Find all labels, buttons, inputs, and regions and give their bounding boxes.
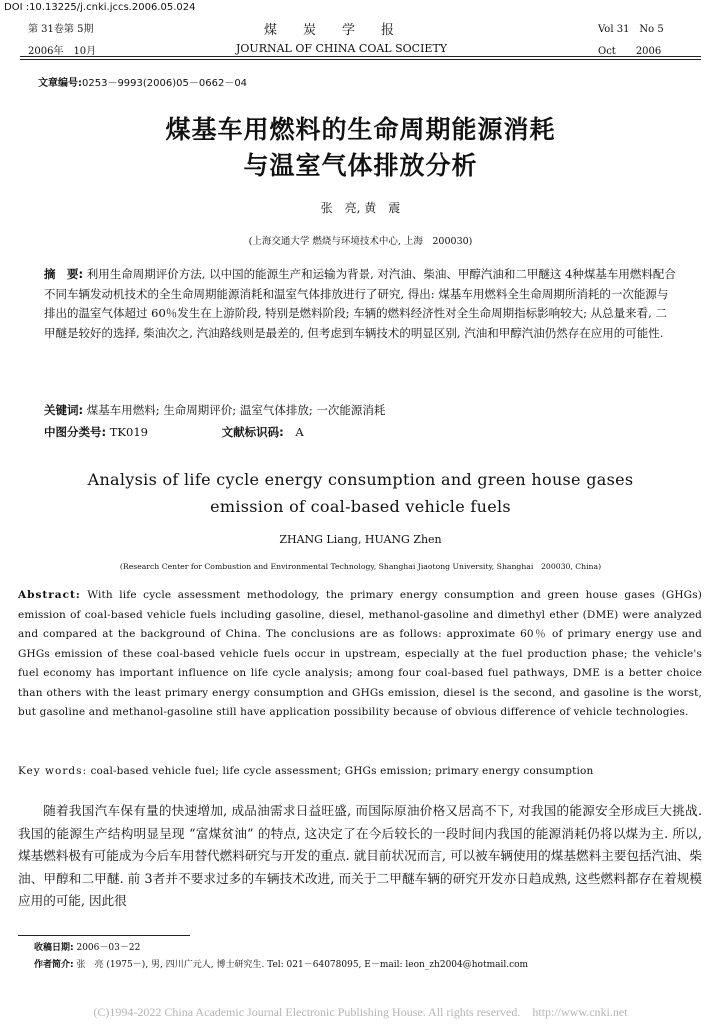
affiliation-en: (Research Center for Combustion and Environmental Technology, Shanghai Jiaotong University, Shanghai 200030, China) — [119, 562, 602, 571]
authors-en: ZHANG Liang, HUANG Zhen — [279, 533, 442, 546]
classification-line — [44, 423, 676, 443]
abstract-en — [18, 586, 702, 723]
keywords-en-label: Key words: — [18, 765, 88, 777]
article-number-label: 文章编号: — [38, 78, 82, 89]
abstract-cn — [44, 265, 676, 343]
keywords-cn-label: 关键词: — [44, 403, 84, 417]
date-en: Oct 2006 — [598, 46, 662, 57]
affiliation-cn: (上海交通大学 燃烧与环境技术中心, 上海 200030) — [248, 236, 473, 247]
title-cn-line2: 与温室气体排放分析 — [243, 151, 478, 180]
abstract-en-label: Abstract: — [18, 589, 81, 601]
received-value: 2006－03－22 — [76, 943, 141, 953]
issue-cn: 第 31卷第 5期 — [28, 24, 94, 35]
header-rule-bottom — [20, 59, 701, 60]
footnote-rule — [18, 935, 190, 936]
abstract-cn-text: 利用生命周期评价方法, 以中国的能源生产和运输为背景, 对汽油、柴油、甲醇汽油和二甲醚这 4种煤基车用燃料配合不同车辆发动机技术的全生命周期能源消耗和温室气体排放进行了研究, 得出: 煤基车用燃料全生命周期所消耗的一次能源与排出的温室气体超过 60％发生在上游阶段, 特别是燃料阶段; 车辆的燃料经济性对全生命周期指标影响较大; 从总量来看, 二甲醚是较好的选择, 柴油次之, 汽油路线则是最差的, 但考虑到车辆技术的明显区别, 汽油和甲醇汽油仍然存在应用的可能性. — [44, 267, 676, 340]
copyright-watermark: (C)1994-2022 China Academic Journal Electronic Publishing House. All rights reserved. http://www.cnki.net — [93, 1005, 628, 1019]
abstract-en-text: With life cycle assessment methodology, the primary energy consumption and green house gases (GHGs) emission of coal-based vehicle fuels including gasoline, diesel, methanol-gasoline and dimethyl ether (DME) were analyzed and compared at the background of China. The conclusions are as follows: approximate 60％ of primary energy use and GHGs emission of these coal-based vehicle fuels occur in upstream, especially at the fuel production phase; the vehicle's fuel economy has important influence on life cycle analysis; among four coal-based fuel pathways, DME is a better choice than others with the least primary energy consumption and GHGs emission, diesel is the second, and gasoline is the worst, but gasoline and methanol-gasoline still have application possibility because of obvious difference of vehicle technologies. — [18, 589, 702, 718]
clc-value: TK019 — [109, 425, 148, 439]
author-bio — [34, 957, 528, 970]
keywords-en — [18, 762, 702, 782]
date-cn: 2006年 10月 — [28, 46, 97, 57]
received-label: 收稿日期: — [34, 943, 74, 953]
title-en-line1: Analysis of life cycle energy consumption and green house gases — [87, 470, 634, 489]
author-bio-value: 张 亮 (1975－), 男, 四川广元人, 博士研究生. Tel: 021－64078095, E－mail: leon_zh2004@hotmail.com — [76, 960, 529, 970]
received-date — [34, 940, 140, 953]
keywords-cn — [44, 401, 676, 421]
doc-code-value: A — [295, 425, 304, 439]
author-bio-label: 作者简介: — [34, 960, 74, 970]
article-number — [38, 74, 247, 89]
article-number-value: 0253－9993(2006)05－0662－04 — [82, 78, 248, 89]
vol-no-en: Vol 31 No 5 — [598, 24, 664, 35]
title-cn-line1: 煤基车用燃料的生命周期能源消耗 — [165, 115, 556, 144]
clc-label: 中图分类号: — [44, 425, 107, 439]
title-en-line2: emission of coal-based vehicle fuels — [210, 497, 511, 516]
doi-line: DOI :10.13225/j.cnki.jccs.2006.05.024 — [4, 2, 196, 13]
body-paragraph: 随着我国汽车保有量的快速增加, 成品油需求日益旺盛, 而国际原油价格又居高不下, 对我国的能源安全形成巨大挑战. 我国的能源生产结构明显呈现 “富煤贫油” 的特点, 这决定了在今后较长的一段时间内我国的能源消耗仍将以煤为主. 所以, 煤基燃料极有可能成为今后车用替代燃料研究与开发的重点. 就目前状况而言, 可以被车辆使用的煤基燃料主要包括汽油、柴油、甲醇和二甲醚. 前 3者并不要求过多的车辆技术改进, 而关于二甲醚车辆的研究开发亦日趋成熟, 这些燃料都存在着规模应用的可能, 因此很 — [18, 803, 702, 908]
abstract-cn-label: 摘 要: — [44, 267, 84, 281]
keywords-en-text: coal-based vehicle fuel; life cycle assessment; GHGs emission; primary energy consumption — [90, 765, 594, 777]
header-rule-top — [20, 56, 701, 57]
journal-name-cn: 煤 炭 学 报 — [264, 23, 395, 38]
authors-cn: 张 亮, 黄 震 — [320, 201, 401, 215]
doc-code-label: 文献标识码: — [221, 425, 284, 439]
keywords-cn-text: 煤基车用燃料; 生命周期评价; 温室气体排放; 一次能源消耗 — [86, 403, 386, 417]
journal-name-en: JOURNAL OF CHINA COAL SOCIETY — [236, 42, 448, 55]
